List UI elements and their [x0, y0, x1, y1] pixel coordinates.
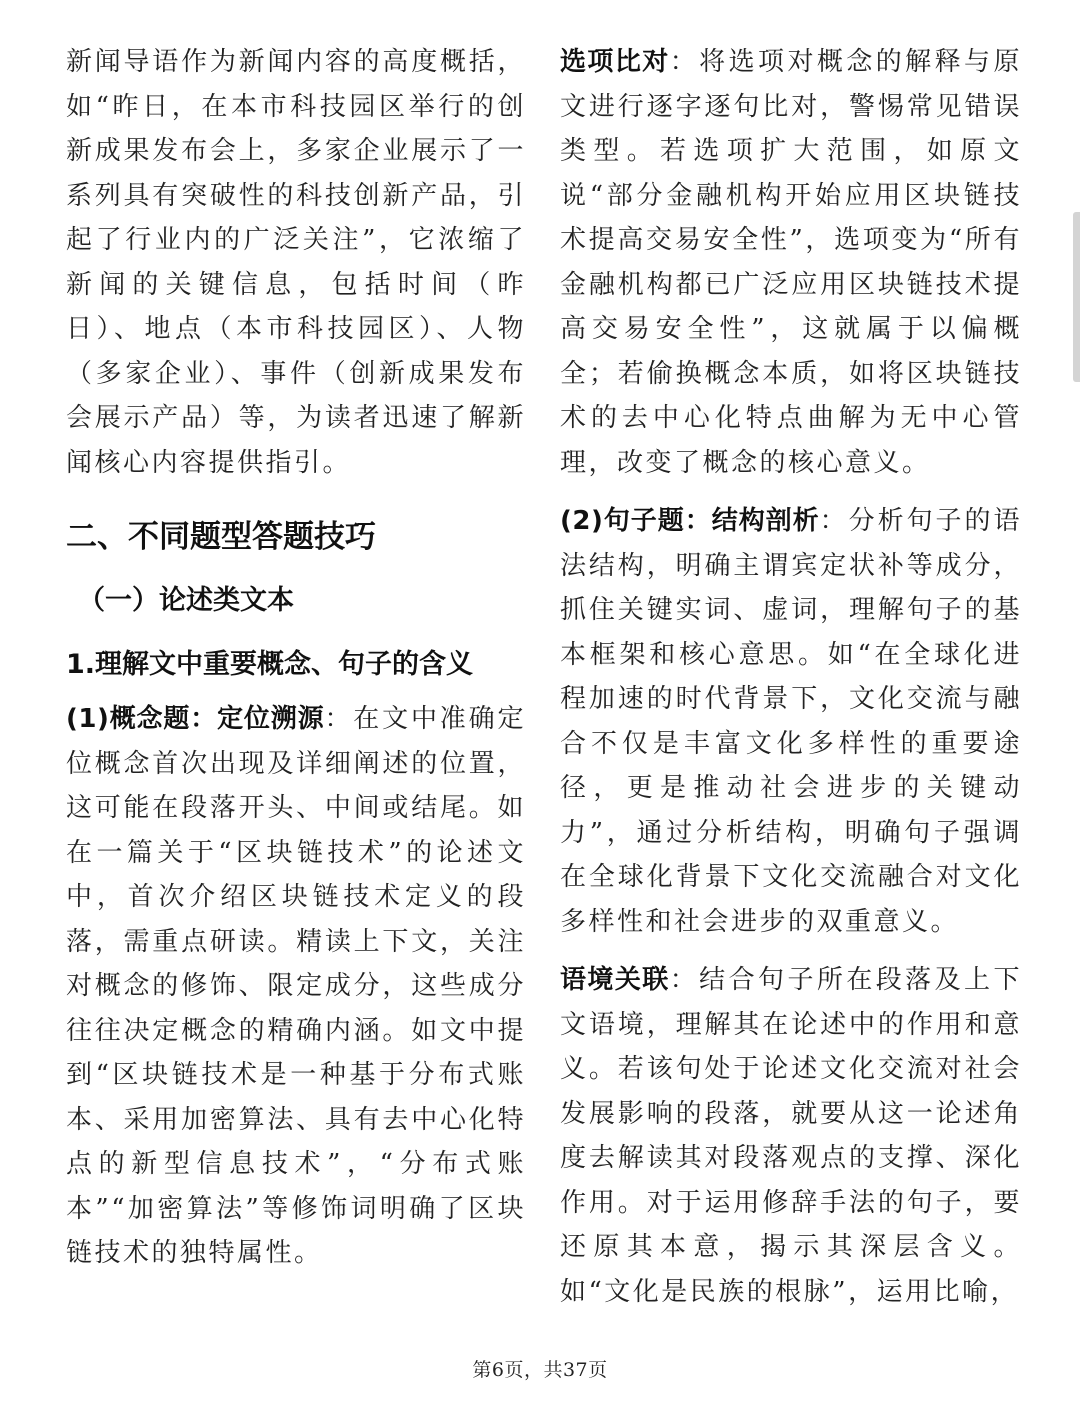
compare-text: ：将选项对概念的解释与原文进行逐字逐句比对，警惕常见错误类型。若选项扩大范围，如原文说“部分金融机构开始应用区块链技术提高交易安全性”，选项变为“所有金融机构都已广泛应用区块链技术提高交易安全性”，这就属于以偏概全；若偷换概念本质，如将区块链技术的去中心化特点曲解为无中心管理，改变了概念的核心意义。	[560, 47, 1022, 478]
compare-label: 选项比对	[560, 47, 670, 77]
page-indicator: 第6页，共37页	[472, 1359, 608, 1381]
context-text: ：结合句子所在段落及上下文语境，理解其在论述中的作用和意义。若该句处于论述文化交流对社会发展影响的段落，就要从这一论述角度去解读其对段落观点的支撑、深化作用。对于运用修辞手法的句子，要还原其本意，揭示其深层含义。如“文化是民族的根脉”，运用比喻，	[560, 965, 1022, 1307]
subsection-heading: （一）论述类文本	[78, 585, 294, 616]
context-paragraph	[560, 958, 1022, 1314]
concept-paragraph	[66, 697, 526, 1276]
concept-label: (1)概念题：定位溯源	[66, 704, 325, 734]
context-label: 语境关联	[560, 965, 670, 995]
concept-text: ：在文中准确定位概念首次出现及详细阐述的位置，这可能在段落开头、中间或结尾。如在一篇关于“区块链技术”的论述文中，首次介绍区块链技术定义的段落，需重点研读。精读上下文，关注对概念的修饰、限定成分，这些成分往往决定概念的精确内涵。如文中提到“区块链技术是一种基于分布式账本、采用加密算法、具有去中心化特点的新型信息技术”，“分布式账本”“加密算法”等修饰词明确了区块链技术的独特属性。	[66, 704, 526, 1268]
right-column	[560, 40, 1022, 1314]
left-column	[66, 40, 526, 1276]
scrollbar-thumb[interactable]	[1073, 212, 1080, 382]
sentence-paragraph	[560, 499, 1022, 944]
compare-paragraph	[560, 40, 1022, 485]
intro-paragraph: 新闻导语作为新闻内容的高度概括，如“昨日，在本市科技园区举行的创新成果发布会上，多家企业展示了一系列具有突破性的科技创新产品，引起了行业内的广泛关注”，它浓缩了新闻的关键信息，包括时间（昨日）、地点（本市科技园区）、人物（多家企业）、事件（创新成果发布会展示产品）等，为读者迅速了解新闻核心内容提供指引。	[66, 47, 526, 478]
section-heading: 二、不同题型答题技巧	[66, 519, 376, 555]
sentence-text: ：分析句子的语法结构，明确主谓宾定状补等成分，抓住关键实词、虚词，理解句子的基本框架和核心意思。如“在全球化进程加速的时代背景下，文化交流与融合不仅是丰富文化多样性的重要途径，更是推动社会进步的关键动力”，通过分析结构，明确句子强调在全球化背景下文化交流融合对文化多样性和社会进步的双重意义。	[560, 506, 1022, 937]
sentence-label: (2)句子题：结构剖析	[560, 506, 820, 536]
topic-heading: 1.理解文中重要概念、句子的含义	[66, 649, 474, 680]
